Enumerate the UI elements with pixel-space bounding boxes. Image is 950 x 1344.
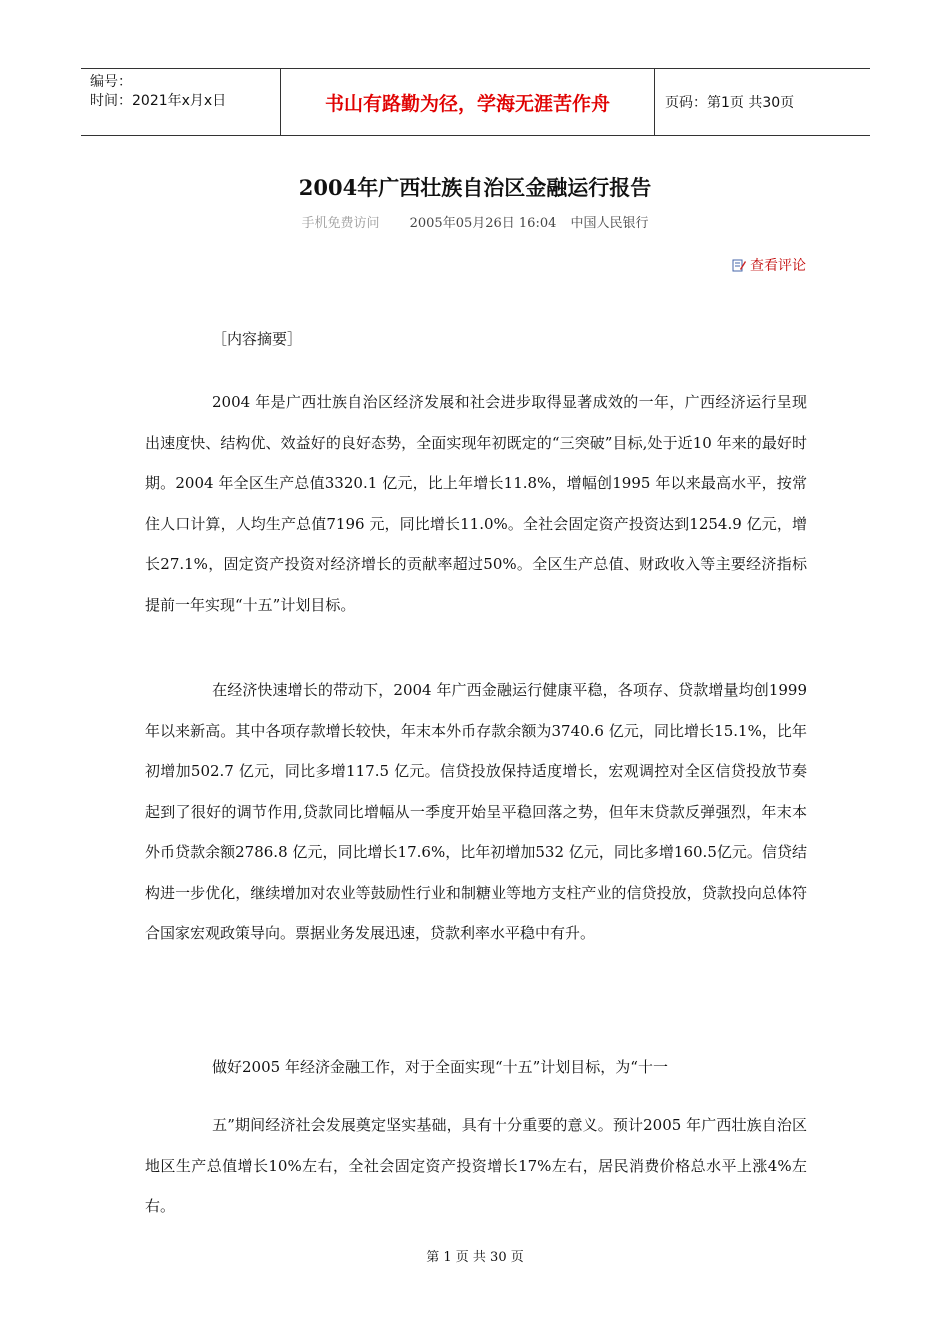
view-comments-label: 查看评论 <box>750 258 806 274</box>
page-code-cell <box>655 69 870 135</box>
page-footer: 第 1 页 共 30 页 <box>426 1250 524 1265</box>
page-code: 页码：第1页 共30页 <box>665 95 795 111</box>
number-label: 编号： <box>90 74 132 90</box>
paragraph-2-text: 在经济快速增长的带动下，2004 年广西金融运行健康平稳，各项存、贷款增量均创1999 年以来新高。其中各项存款增长较快，年末本外币存款余额为3740.6 亿元，同比增长15.1%，比年初增加502.7 亿元，同比多增117.5 亿元。信贷投放保持适度增长，宏观调控对全区信贷投放节奏起到了很好的调节作用,贷款同比增幅从一季度开始呈平稳回落之势，但年末贷款反弹强烈，年末本外币贷款余额2786.8 亿元，同比增长17.6%，比年初增加532 亿元，同比多增160.5亿元。信贷结构进一步优化，继续增加对农业等鼓励性行业和制糖业等地方支柱产业的信贷投放，贷款投向总体符合国家宏观政策导向。票据业务发展迅速，贷款利率水平稳中有升。 <box>145 681 807 942</box>
mobile-access-link[interactable]: 手机免费访问 <box>301 216 380 231</box>
paragraph-2 <box>145 670 807 954</box>
paragraph-1 <box>145 382 807 625</box>
paragraph-4 <box>145 1105 807 1227</box>
paragraph-1-text: 2004 年是广西壮族自治区经济发展和社会进步取得显著成效的一年，广西经济运行呈现出速度快、结构优、效益好的良好态势，全面实现年初既定的“三突破”目标,处于近10 年来的最好时期。2004 年全区生产总值3320.1 亿元，比上年增长11.8%，增幅创1995 年以来最高水平，按常住人口计算，人均生产总值7196 元，同比增长11.0%。全社会固定资产投资达到1254.9 亿元，增长27.1%，固定资产投资对经济增长的贡献率超过50%。全区生产总值、财政收入等主要经济指标提前一年实现“十五”计划目标。 <box>145 393 807 614</box>
header-table <box>81 68 870 136</box>
edit-comment-icon <box>732 258 746 272</box>
paragraph-3: 做好2005 年经济金融工作，对于全面实现“十五”计划目标，为“十一 <box>212 1058 668 1076</box>
view-comments-link[interactable] <box>732 255 806 275</box>
header-meta-cell <box>81 69 281 135</box>
paragraph-4-text: 五”期间经济社会发展奠定坚实基础，具有十分重要的意义。预计2005 年广西壮族自治区地区生产总值增长10%左右，全社会固定资产投资增长17%左右，居民消费价格总水平上涨4%左右。 <box>145 1116 807 1215</box>
article-meta <box>0 212 950 231</box>
motto-text: 书山有路勤为径，学海无涯苦作舟 <box>324 92 610 115</box>
motto-cell <box>281 69 655 135</box>
summary-label: ［内容摘要］ <box>212 330 303 348</box>
date-label: 时间：2021年x月x日 <box>90 93 227 109</box>
article-title: 2004年广西壮族自治区金融运行报告 <box>298 175 652 200</box>
publish-datetime: 2005年05月26日 16:04 <box>409 216 557 231</box>
article-source: 中国人民银行 <box>570 216 649 231</box>
